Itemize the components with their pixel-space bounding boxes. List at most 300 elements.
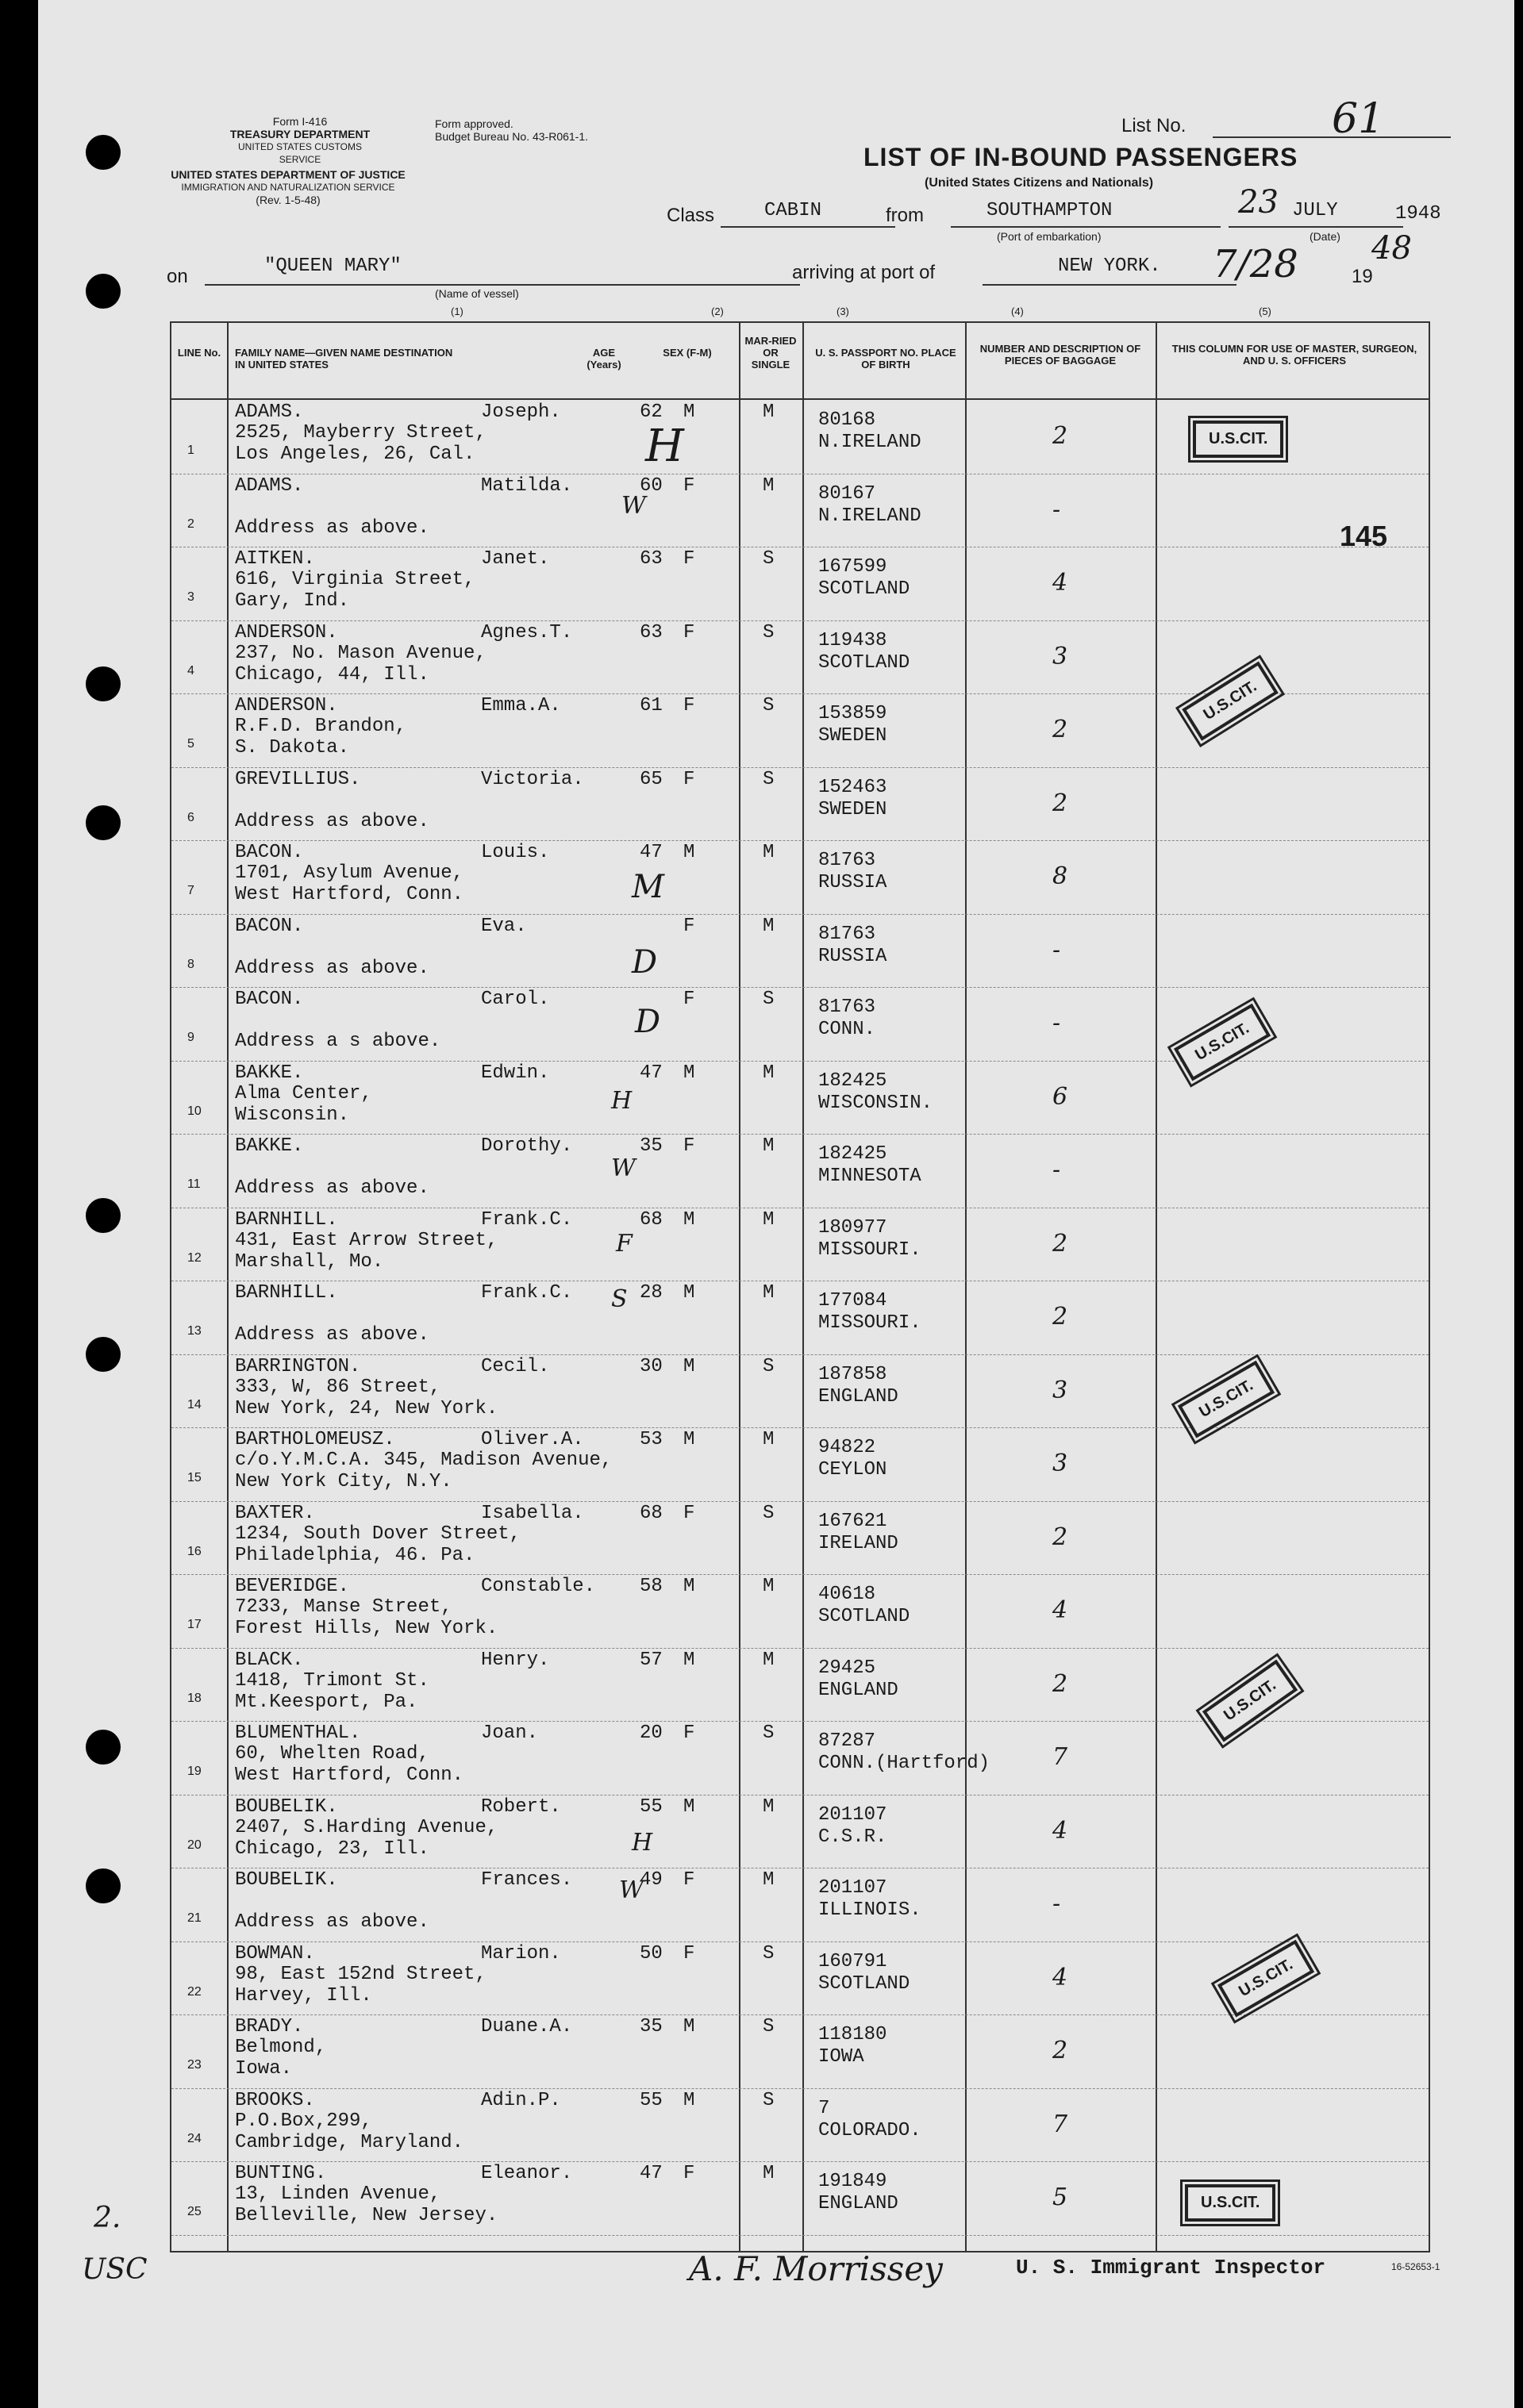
marital-status: S (763, 989, 775, 1010)
sex: M (683, 842, 695, 863)
given-name: Constable. (481, 1576, 596, 1597)
age: 53 (640, 1429, 663, 1450)
address-line-2: Address as above. (235, 517, 429, 539)
family-name: BEVERIDGE. (235, 1576, 350, 1597)
sex: F (683, 915, 695, 937)
given-name: Matilda. (481, 474, 573, 497)
marital-status: M (763, 1062, 775, 1084)
address-line-1: 1234, South Dover Street, (235, 1523, 521, 1545)
address-line-2: Forest Hills, New York. (235, 1618, 498, 1639)
given-name: Dorothy. (481, 1135, 573, 1157)
list-no-value: 61 (1332, 95, 1385, 143)
baggage-count: 2 (1052, 1303, 1068, 1331)
baggage-count: 6 (1052, 1082, 1068, 1111)
table-row (171, 2014, 1429, 2089)
marital-status: M (763, 401, 775, 423)
handwritten-mark: M (632, 869, 664, 905)
marital-status: M (763, 2163, 775, 2184)
baggage-count: 7 (1052, 1743, 1068, 1771)
age: 47 (640, 842, 663, 863)
margin-note: USC (82, 2253, 148, 2286)
passport-number: 160791 (818, 1950, 887, 1972)
form-code: 16-52653-1 (1391, 2261, 1440, 2272)
us-cit-stamp: U.S.CIT. (1178, 1361, 1275, 1438)
place-of-birth: SWEDEN (818, 725, 887, 747)
table-row (171, 1721, 1429, 1795)
passport-number: 153859 (818, 703, 887, 724)
revision: (Rev. 1-5-48) (256, 194, 321, 206)
punch-hole (86, 666, 121, 701)
punch-hole (86, 1198, 121, 1233)
given-name: Isabella. (481, 1502, 584, 1524)
col-line: LINE No. (177, 347, 221, 359)
age: 61 (640, 695, 663, 716)
handwritten-mark: F (616, 1230, 633, 1258)
line-number: 6 (187, 810, 194, 824)
ins-service: IMMIGRATION AND NATURALIZATION SERVICE (181, 182, 395, 193)
passport-number: 81763 (818, 997, 876, 1018)
address-line-2: Wisconsin. (235, 1104, 350, 1126)
address-line-2: Address a s above. (235, 1031, 441, 1052)
sex: F (683, 1722, 695, 1744)
sex: F (683, 2163, 695, 2184)
baggage-count: 2 (1052, 716, 1068, 743)
handwritten-mark: S (611, 1285, 628, 1313)
address-line-2: Belleville, New Jersey. (235, 2205, 498, 2226)
baggage-count: - (1052, 1890, 1061, 1918)
margin-note: 2. (94, 2202, 121, 2234)
given-name: Duane.A. (481, 2016, 573, 2037)
date-caption: (Date) (1310, 230, 1340, 243)
punch-hole (86, 805, 121, 840)
address-line-1: 431, East Arrow Street, (235, 1229, 498, 1251)
address-line-1: 2407, S.Harding Avenue, (235, 1816, 498, 1838)
col-num-5: (5) (1259, 305, 1271, 317)
col-married: MAR-RIED OR SINGLE (744, 335, 797, 371)
arriving-label: arriving at port of (792, 262, 936, 283)
marital-status: M (763, 1649, 775, 1671)
marital-status: M (763, 842, 775, 863)
line-number: 5 (187, 737, 194, 751)
col-officers: THIS COLUMN FOR USE OF MASTER, SURGEON, AND U. S. OFFICERS (1171, 343, 1417, 367)
address-line-1: 1701, Asylum Avenue, (235, 862, 464, 884)
table-row (171, 1061, 1429, 1135)
col-num-3: (3) (836, 305, 849, 317)
marital-status: M (763, 915, 775, 937)
address-line-1: 60, Whelten Road, (235, 1743, 429, 1765)
baggage-count: 2 (1052, 1229, 1068, 1258)
class-label: Class (667, 205, 715, 226)
table-row (171, 474, 1429, 548)
date-year: 1948 (1395, 203, 1441, 225)
punch-hole (86, 274, 121, 309)
passport-number: 187858 (818, 1363, 887, 1385)
form-number: Form I-416 (272, 115, 328, 128)
passport-number: 201107 (818, 1803, 887, 1826)
age: 55 (640, 1795, 663, 1818)
sex: M (683, 1576, 695, 1597)
port-line (951, 226, 1221, 228)
place-of-birth: SCOTLAND (818, 651, 910, 674)
table-row (171, 1427, 1429, 1502)
on-label: on (167, 266, 188, 287)
baggage-count: 3 (1052, 1376, 1068, 1404)
passport-number: 29425 (818, 1657, 876, 1679)
header-approval (435, 117, 641, 143)
handwritten-mark: H (611, 1087, 633, 1115)
line-number: 10 (187, 1104, 202, 1118)
address-line-1: 13, Linden Avenue, (235, 2183, 441, 2205)
line-number: 25 (187, 2205, 202, 2218)
table-row (171, 914, 1429, 989)
table-row (171, 1134, 1429, 1208)
sex: M (683, 401, 695, 423)
sex: M (683, 1795, 695, 1818)
handwritten-mark: W (621, 492, 646, 520)
table-row (171, 1208, 1429, 1282)
address-line-1: R.F.D. Brandon, (235, 716, 407, 737)
age: 62 (640, 401, 663, 423)
address-line-1: 7233, Manse Street, (235, 1596, 452, 1618)
place-of-birth: ENGLAND (818, 1679, 898, 1701)
sex: F (683, 548, 695, 570)
family-name: BACON. (235, 989, 304, 1010)
place-of-birth: RUSSIA (818, 872, 887, 893)
address-line-1: P.O.Box,299, (235, 2110, 372, 2132)
given-name: Frank.C. (481, 1282, 573, 1304)
marital-status: M (763, 1282, 775, 1304)
passport-number: 180977 (818, 1216, 887, 1239)
family-name: ANDERSON. (235, 695, 338, 716)
place-of-birth: CONN.(Hartford) (818, 1753, 990, 1774)
family-name: BLUMENTHAL. (235, 1722, 361, 1744)
handwritten-mark: H (632, 1829, 653, 1857)
given-name: Marion. (481, 1942, 561, 1964)
given-name: Cecil. (481, 1355, 550, 1377)
address-line-2: Chicago, 44, Ill. (235, 663, 429, 686)
place-of-birth: N.IRELAND (818, 432, 921, 453)
line-number: 4 (187, 663, 194, 678)
col-baggage: NUMBER AND DESCRIPTION OF PIECES OF BAGGAGE (979, 343, 1141, 367)
age: 65 (640, 768, 663, 790)
age: 20 (640, 1722, 663, 1744)
marital-status: S (763, 1502, 775, 1524)
family-name: BAKKE. (235, 1062, 304, 1084)
table-row (171, 767, 1429, 842)
given-name: Eleanor. (481, 2163, 573, 2184)
age: 58 (640, 1576, 663, 1597)
marital-status: S (763, 2016, 775, 2037)
line-number: 1 (187, 444, 194, 457)
passport-number: 94822 (818, 1437, 876, 1458)
address-line-2: Chicago, 23, Ill. (235, 1838, 429, 1860)
line-number: 23 (187, 2058, 202, 2072)
baggage-count: 4 (1052, 1963, 1068, 1991)
table-row (171, 1868, 1429, 1942)
baggage-count: 7 (1052, 2110, 1068, 2138)
given-name: Eva. (481, 915, 527, 937)
passport-number: 182425 (818, 1070, 887, 1092)
place-of-birth: N.IRELAND (818, 505, 921, 527)
passport-number: 167599 (818, 556, 887, 578)
given-name: Robert. (481, 1795, 561, 1818)
place-of-birth: ENGLAND (818, 2193, 898, 2214)
place-of-birth: C.S.R. (818, 1826, 887, 1848)
passport-number: 167621 (818, 1510, 887, 1532)
line-number: 13 (187, 1324, 202, 1338)
table-row (171, 2088, 1429, 2163)
marital-status: S (763, 1942, 775, 1964)
passport-number: 118180 (818, 2024, 887, 2045)
family-name: BOWMAN. (235, 1942, 315, 1964)
baggage-count: - (1052, 1156, 1061, 1184)
baggage-count: 2 (1052, 2037, 1068, 2064)
address-line-2: New York, 24, New York. (235, 1397, 498, 1419)
sex: M (683, 2016, 695, 2037)
vessel-line (205, 284, 800, 286)
col-passport: U. S. PASSPORT NO. PLACE OF BIRTH (815, 347, 956, 371)
inspector-title: U. S. Immigrant Inspector (1016, 2256, 1326, 2279)
port-embarkation: SOUTHAMPTON (986, 200, 1113, 221)
handwritten-mark: D (632, 944, 658, 981)
address-line-2: Marshall, Mo. (235, 1250, 384, 1273)
us-cit-stamp: U.S.CIT. (1193, 421, 1283, 458)
line-number: 11 (187, 1177, 201, 1191)
us-cit-stamp: U.S.CIT. (1185, 2184, 1275, 2222)
us-cit-stamp: U.S.CIT. (1217, 1940, 1315, 2018)
table-row (171, 1281, 1429, 1355)
baggage-count: 5 (1052, 2183, 1068, 2211)
family-name: GREVILLIUS. (235, 768, 361, 790)
passport-number: 119438 (818, 629, 887, 651)
us-cit-stamp: U.S.CIT. (1174, 1004, 1271, 1081)
punch-hole (86, 1868, 121, 1903)
given-name: Joseph. (481, 401, 561, 423)
us-cit-stamp: U.S.CIT. (1182, 661, 1279, 741)
baggage-count: - (1052, 1009, 1061, 1037)
family-name: BOUBELIK. (235, 1869, 338, 1891)
address-line-1: Belmond, (235, 2037, 327, 2058)
class-line (721, 226, 895, 228)
sex: F (683, 768, 695, 790)
sex: F (683, 621, 695, 643)
sex: F (683, 695, 695, 716)
family-name: AITKEN. (235, 548, 315, 570)
baggage-count: 2 (1052, 422, 1068, 450)
arrival-port: NEW YORK. (1058, 255, 1161, 277)
family-name: BAKKE. (235, 1135, 304, 1157)
line-number: 21 (187, 1911, 202, 1925)
customs-service: UNITED STATES CUSTOMS SERVICE (237, 141, 362, 165)
passenger-table (170, 321, 1430, 2252)
place-of-birth: COLORADO. (818, 2119, 921, 2141)
age: 49 (640, 1869, 663, 1891)
treasury-dept: TREASURY DEPARTMENT (229, 128, 371, 140)
family-name: BARNHILL. (235, 1282, 338, 1304)
sex: M (683, 1355, 695, 1377)
place-of-birth: IRELAND (818, 1532, 898, 1554)
approval-text: Form approved. (435, 117, 513, 130)
passport-number: 201107 (818, 1877, 887, 1899)
passport-number: 40618 (818, 1584, 876, 1605)
header-treasury (221, 115, 379, 166)
arrival-year-suffix: 48 (1371, 230, 1412, 267)
passport-number: 87287 (818, 1730, 876, 1752)
age: 68 (640, 1208, 663, 1231)
age: 35 (640, 2016, 663, 2037)
line-number: 22 (187, 1984, 202, 1999)
table-row (171, 1574, 1429, 1649)
address-line-2: Address as above. (235, 810, 429, 832)
family-name: BLACK. (235, 1649, 304, 1671)
sex: F (683, 1135, 695, 1157)
place-of-birth: SWEDEN (818, 798, 887, 820)
port-caption: (Port of embarkation) (997, 230, 1102, 243)
address-line-1: 98, East 152nd Street, (235, 1963, 487, 1985)
place-of-birth: SCOTLAND (818, 1606, 910, 1627)
age: 47 (640, 2163, 663, 2184)
date-day: 23 (1238, 184, 1279, 221)
family-name: BARRINGTON. (235, 1355, 361, 1377)
from-label: from (886, 205, 924, 226)
address-line-2: Cambridge, Maryland. (235, 2131, 464, 2153)
baggage-count: 4 (1052, 1596, 1068, 1624)
line-number: 7 (187, 884, 194, 897)
baggage-count: - (1052, 495, 1061, 524)
address-line-2: Iowa. (235, 2058, 293, 2080)
arrival-date: 7/28 (1213, 242, 1298, 286)
family-name: BARTHOLOMEUSZ. (235, 1429, 395, 1450)
marital-status: M (763, 1429, 775, 1450)
arrival-line (983, 284, 1236, 286)
family-name: BRADY. (235, 2016, 304, 2037)
sex: M (683, 1282, 695, 1304)
age: 57 (640, 1649, 663, 1671)
col-num-4: (4) (1011, 305, 1024, 317)
place-of-birth: MISSOURI. (818, 1312, 921, 1334)
sex: F (683, 1502, 695, 1524)
sex: F (683, 474, 695, 497)
punch-hole (86, 135, 121, 170)
address-line-2: Address as above. (235, 1324, 429, 1346)
marital-status: S (763, 548, 775, 570)
passport-number: 81763 (818, 923, 876, 945)
family-name: BROOKS. (235, 2089, 315, 2111)
address-line-2: New York City, N.Y. (235, 1471, 452, 1492)
place-of-birth: MISSOURI. (818, 1239, 921, 1261)
marital-status: S (763, 695, 775, 716)
age: 63 (640, 621, 663, 643)
us-cit-stamp: U.S.CIT. (1202, 1659, 1298, 1742)
page-title: LIST OF IN-BOUND PASSENGERS (863, 143, 1298, 171)
given-name: Henry. (481, 1649, 550, 1671)
col-name: FAMILY NAME—GIVEN NAME DESTINATION IN UNITED STATES (235, 347, 453, 371)
baggage-count: 2 (1052, 789, 1068, 817)
address-line-2: Address as above. (235, 1177, 429, 1199)
baggage-count: 4 (1052, 569, 1068, 597)
address-line-2: Address as above. (235, 1911, 429, 1933)
document-page (38, 0, 1514, 2408)
baggage-count: 3 (1052, 1450, 1068, 1477)
address-line-2: Los Angeles, 26, Cal. (235, 444, 475, 465)
address-line-2: Gary, Ind. (235, 590, 350, 612)
given-name: Carol. (481, 989, 550, 1010)
family-name: ANDERSON. (235, 621, 338, 643)
col-age: AGE (Years) (587, 347, 621, 371)
address-line-2: S. Dakota. (235, 737, 350, 759)
header-justice (153, 168, 423, 206)
given-name: Agnes.T. (481, 621, 573, 643)
sex: F (683, 1869, 695, 1891)
address-line-2: Philadelphia, 46. Pa. (235, 1544, 475, 1566)
line-number: 16 (187, 1544, 202, 1558)
passport-number: 177084 (818, 1290, 887, 1312)
list-no-label: List No. (1121, 115, 1186, 136)
justice-dept: UNITED STATES DEPARTMENT OF JUSTICE (171, 168, 406, 181)
table-row (171, 1501, 1429, 1576)
address-line-1: Alma Center, (235, 1082, 372, 1104)
family-name: ADAMS. (235, 401, 304, 423)
marital-status: S (763, 1722, 775, 1744)
baggage-count: 8 (1052, 862, 1068, 890)
family-name: BAXTER. (235, 1502, 315, 1524)
marital-status: S (763, 768, 775, 790)
baggage-count: - (1052, 935, 1061, 964)
given-name: Victoria. (481, 768, 584, 790)
passport-number: 191849 (818, 2171, 887, 2192)
passport-number: 7 (818, 2097, 830, 2119)
age: 60 (640, 474, 663, 497)
line-number: 18 (187, 1691, 202, 1705)
given-name: Emma.A. (481, 695, 561, 716)
passport-number: 80167 (818, 482, 876, 505)
baggage-count: 2 (1052, 1523, 1068, 1551)
family-name: ADAMS. (235, 474, 304, 497)
address-line-2: West Hartford, Conn. (235, 1765, 464, 1786)
marital-status: M (763, 1869, 775, 1891)
age: 50 (640, 1942, 663, 1964)
line-number: 3 (187, 590, 194, 604)
family-name: BUNTING. (235, 2163, 327, 2184)
place-of-birth: WISCONSIN. (818, 1092, 933, 1114)
date-line (1229, 226, 1403, 228)
baggage-count: 3 (1052, 642, 1068, 670)
place-of-birth: ILLINOIS. (818, 1899, 921, 1921)
baggage-count: 2 (1052, 1669, 1068, 1698)
age: 47 (640, 1062, 663, 1084)
tally-number: 145 (1340, 520, 1388, 552)
sex: M (683, 1208, 695, 1231)
given-name: Adin.P. (481, 2089, 561, 2111)
col-num-1: (1) (451, 305, 463, 317)
marital-status: M (763, 1208, 775, 1231)
sex: F (683, 989, 695, 1010)
handwritten-mark: H (645, 421, 684, 472)
address-line-2: Address as above. (235, 957, 429, 979)
address-line-1: 333, W, 86 Street, (235, 1376, 441, 1398)
arrival-year-prefix: 19 (1352, 266, 1373, 287)
marital-status: S (763, 621, 775, 643)
age: 63 (640, 548, 663, 570)
given-name: Frances. (481, 1869, 573, 1891)
given-name: Oliver.A. (481, 1429, 584, 1450)
passport-number: 182425 (818, 1143, 887, 1165)
passport-number: 81763 (818, 850, 876, 871)
col-sex: SEX (F-M) (663, 347, 712, 359)
age: 35 (640, 1135, 663, 1157)
vessel-caption: (Name of vessel) (435, 287, 519, 300)
baggage-count: 4 (1052, 1816, 1068, 1845)
